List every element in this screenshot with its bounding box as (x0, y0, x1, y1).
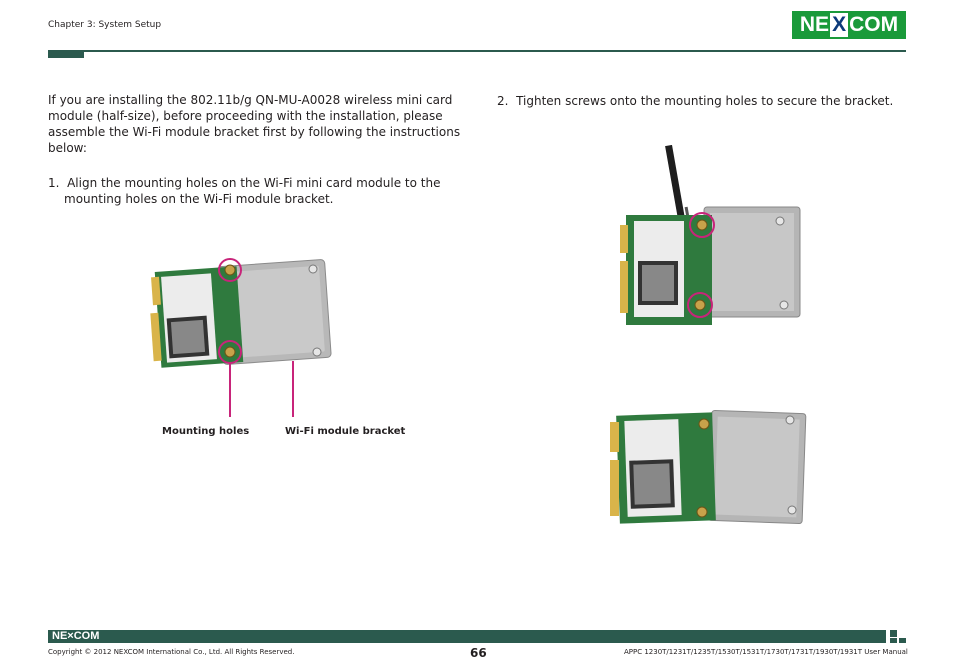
intro-paragraph: If you are installing the 802.11b/g QN-MU-A0028 wireless mini card module (half-size), before proceeding with the installation, please assemble the Wi-Fi module bracket first by following the instructions below: (48, 93, 461, 155)
footer-bar (48, 630, 886, 643)
screwdriver-tightening-photo (612, 145, 807, 325)
wifi-card-bracket-photo (150, 255, 340, 430)
assembled-card-photo (602, 408, 807, 526)
manual-title: APPC 1230T/1231T/1235T/1530T/1531T/1730T/1731T/1930T/1931T User Manual (624, 648, 908, 656)
footer-square-1 (890, 630, 897, 637)
footer-square-3 (899, 638, 906, 643)
logo-part-right: COM (849, 13, 899, 36)
chapter-title: Chapter 3: System Setup (48, 20, 162, 30)
caption-mounting-holes: Mounting holes (162, 426, 250, 437)
footer-copyright: Copyright © 2012 NEXCOM International Co., Ltd. All Rights Reserved. (48, 648, 295, 656)
nexcom-logo (792, 11, 906, 39)
page-number: 66 (470, 646, 487, 660)
logo-part-left: NE (799, 13, 830, 36)
footer-square-2 (890, 638, 897, 643)
header-accent-block (48, 50, 84, 58)
logo-part-x: X (832, 13, 847, 36)
header-rule (48, 50, 906, 52)
footer-logo: NE×COM (52, 630, 100, 642)
step-1-line-2: mounting holes on the Wi-Fi module bracket. (64, 192, 334, 206)
step-1-line-1: 1. Align the mounting holes on the Wi-Fi mini card module to the (48, 176, 441, 190)
step-2: 2. Tighten screws onto the mounting holes to secure the bracket. (497, 94, 894, 108)
step-1 (48, 175, 448, 207)
caption-wifi-bracket: Wi-Fi module bracket (285, 426, 406, 437)
